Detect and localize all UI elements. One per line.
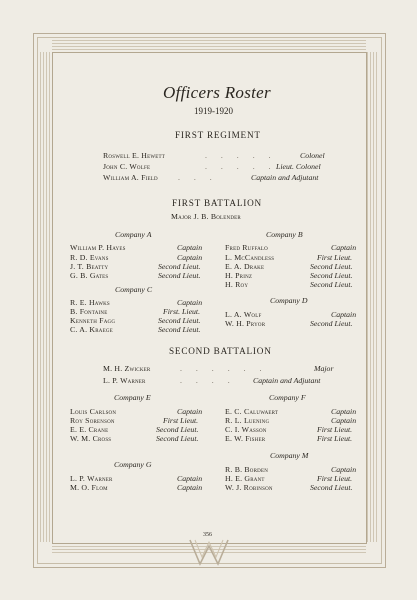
- w-ornament-icon: [188, 538, 230, 566]
- company-b-name-1: Fred Ruffalo: [225, 243, 268, 252]
- company-a-name-2: R. D. Evans: [70, 253, 109, 262]
- company-d-rank-2: Second Lieut.: [310, 319, 353, 328]
- company-f-rank-3: First Lieut.: [317, 425, 353, 434]
- company-f-label: Company F: [269, 393, 306, 402]
- second-battalion-staff-name-2: L. P. Warner: [103, 376, 146, 385]
- company-f-name-2: R. L. Luening: [225, 416, 270, 425]
- company-c-rank-4: Second Lieut.: [158, 325, 201, 334]
- company-f-rank-4: First Lieut.: [317, 434, 353, 443]
- leader-dots: . . .: [178, 173, 218, 182]
- company-a-name-4: G. B. Gates: [70, 271, 109, 280]
- second-battalion-staff-name-1: M. H. Zwicker: [103, 364, 151, 373]
- company-e-label: Company E: [114, 393, 151, 402]
- regiment-rank-2: Lieut. Colonel: [276, 162, 321, 171]
- company-b-name-4: H. Prinz: [225, 271, 253, 280]
- company-d-name-1: L. A. Wolf: [225, 310, 262, 319]
- border-stripes-left: [40, 52, 50, 542]
- company-b-name-3: E. A. Drake: [225, 262, 265, 271]
- company-g-rank-2: Captain: [177, 483, 203, 492]
- second-battalion-staff-rank-1: Major: [314, 364, 334, 373]
- company-m-name-3: W. J. Robinson: [225, 483, 273, 492]
- company-a-rank-4: Second Lieut.: [158, 271, 201, 280]
- company-m-name-2: H. E. Grant: [225, 474, 265, 483]
- company-c-rank-2: First. Lieut.: [163, 307, 201, 316]
- company-g-label: Company G: [114, 460, 152, 469]
- company-e-rank-4: Second Lieut.: [156, 434, 199, 443]
- company-b-rank-2: First Lieut.: [317, 253, 353, 262]
- company-f-name-3: C. I. Wasson: [225, 425, 267, 434]
- section-heading-first-battalion: FIRST BATTALION: [172, 198, 262, 208]
- company-c-name-3: Kenneth Fagg: [70, 316, 116, 325]
- company-b-rank-4: Second Lieut.: [310, 271, 353, 280]
- company-f-name-4: E. W. Fisher: [225, 434, 266, 443]
- first-battalion-major: Major J. B. Bolender: [171, 212, 241, 221]
- company-c-label: Company C: [115, 285, 153, 294]
- company-e-rank-2: First Lieut.: [163, 416, 199, 425]
- company-b-label: Company B: [266, 230, 303, 239]
- company-d-rank-1: Captain: [331, 310, 357, 319]
- company-c-name-4: C. A. Kraege: [70, 325, 113, 334]
- company-b-name-2: L. McCandless: [225, 253, 275, 262]
- section-heading-first-regiment: FIRST REGIMENT: [175, 130, 261, 140]
- company-e-name-4: W. M. Cross: [70, 434, 112, 443]
- regiment-name-2: John C. Wolfe: [103, 162, 151, 171]
- company-d-label: Company D: [270, 296, 308, 305]
- company-c-rank-3: Second Lieut.: [158, 316, 201, 325]
- company-c-name-1: R. E. Hawks: [70, 298, 110, 307]
- company-b-rank-5: Second Lieut.: [310, 280, 353, 289]
- company-m-rank-3: Second Lieut.: [310, 483, 353, 492]
- company-g-rank-1: Captain: [177, 474, 203, 483]
- company-d-name-2: W. H. Pryor: [225, 319, 266, 328]
- regiment-rank-3: Captain and Adjutant: [251, 173, 319, 182]
- border-stripes-right: [367, 52, 377, 542]
- company-e-rank-1: Captain: [177, 407, 203, 416]
- leader-dots: . . . . .: [205, 162, 277, 171]
- company-e-name-3: E. E. Crane: [70, 425, 109, 434]
- second-battalion-staff-rank-2: Captain and Adjutant: [253, 376, 321, 385]
- border-stripes-top: [52, 40, 366, 50]
- company-f-rank-2: Captain: [331, 416, 357, 425]
- page-years: 1919-1920: [194, 106, 233, 116]
- company-m-rank-2: First Lieut.: [317, 474, 353, 483]
- company-a-rank-1: Captain: [177, 243, 203, 252]
- section-heading-second-battalion: SECOND BATTALION: [169, 346, 272, 356]
- company-b-name-5: H. Roy: [225, 280, 249, 289]
- company-c-rank-1: Captain: [177, 298, 203, 307]
- company-m-name-1: R. B. Borden: [225, 465, 269, 474]
- company-e-rank-3: Second Lieut.: [156, 425, 199, 434]
- company-e-name-1: Louis Carlson: [70, 407, 117, 416]
- company-g-name-2: M. O. Flom: [70, 483, 108, 492]
- company-f-rank-1: Captain: [331, 407, 357, 416]
- leader-dots: . . . . .: [205, 151, 277, 160]
- company-a-rank-2: Captain: [177, 253, 203, 262]
- company-m-label: Company M: [270, 451, 309, 460]
- leader-dots: . . . .: [180, 376, 236, 385]
- page-title: Officers Roster: [163, 83, 271, 102]
- page-number: 356: [203, 532, 212, 538]
- company-m-rank-1: Captain: [331, 465, 357, 474]
- company-a-name-3: J. T. Beatty: [70, 262, 109, 271]
- company-f-name-1: E. C. Caluwaert: [225, 407, 279, 416]
- company-a-rank-3: Second Lieut.: [158, 262, 201, 271]
- company-a-name-1: William P. Hayes: [70, 243, 126, 252]
- company-c-name-2: B. Fontaine: [70, 307, 108, 316]
- regiment-rank-1: Colonel: [300, 151, 325, 160]
- company-b-rank-3: Second Lieut.: [310, 262, 353, 271]
- regiment-name-3: William A. Field: [103, 173, 158, 182]
- company-a-label: Company A: [115, 230, 152, 239]
- leader-dots: . . . . . .: [180, 364, 268, 373]
- regiment-name-1: Roswell E. Hewett: [103, 151, 166, 160]
- company-g-name-1: L. P. Warner: [70, 474, 113, 483]
- company-e-name-2: Roy Sorenson: [70, 416, 115, 425]
- company-b-rank-1: Captain: [331, 243, 357, 252]
